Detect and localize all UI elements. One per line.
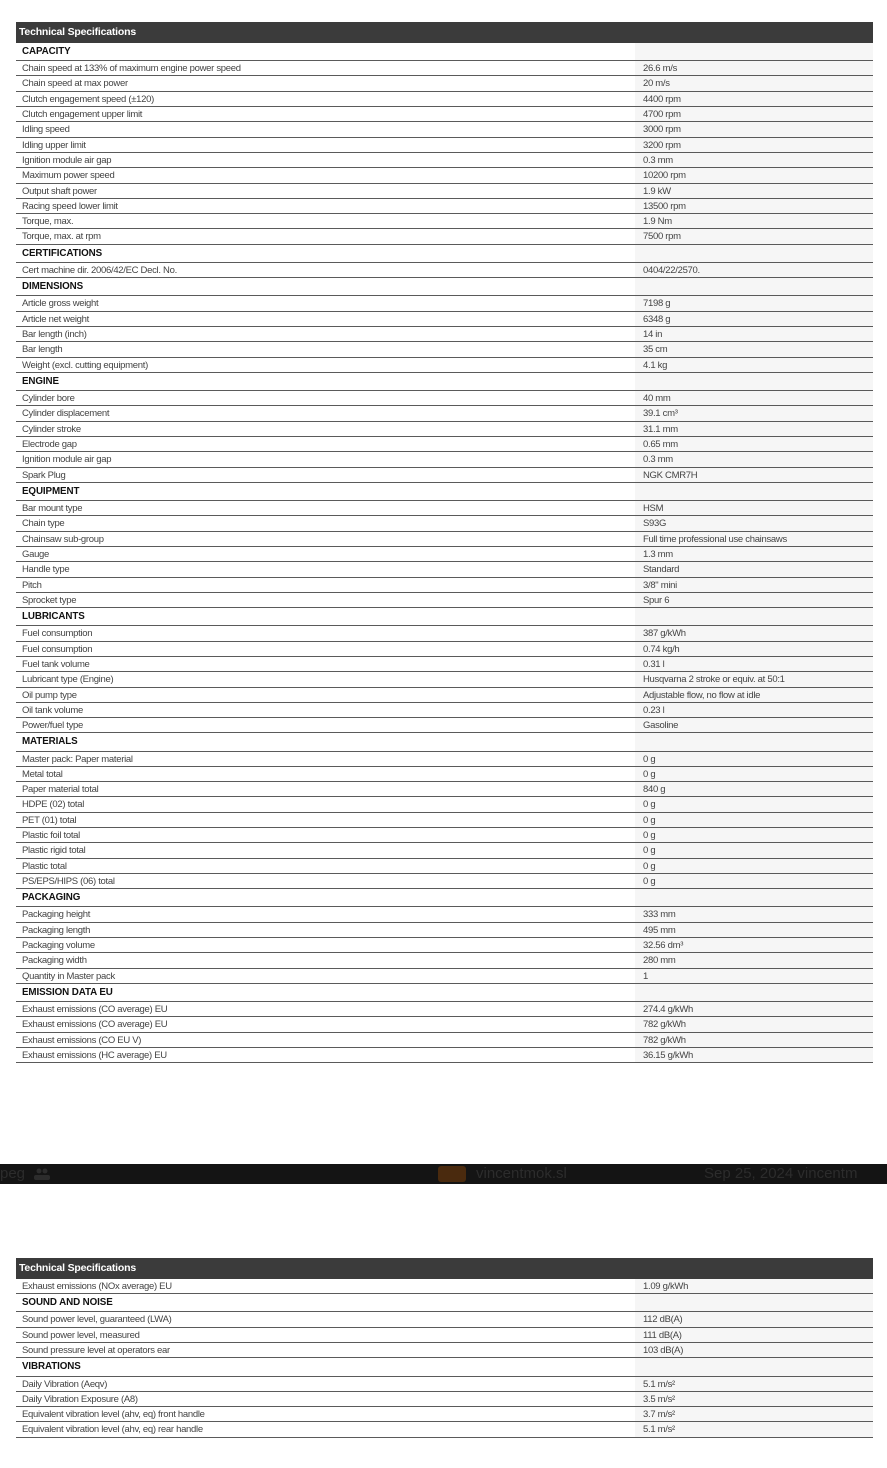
spec-row — [16, 358, 873, 373]
spec-row — [16, 874, 873, 889]
spec-value: Standard — [634, 562, 873, 576]
section-title: CERTIFICATIONS — [22, 247, 103, 259]
spec-value: S93G — [634, 516, 873, 530]
spec-value: 387 g/kWh — [634, 626, 873, 640]
spec-label: Cylinder displacement — [22, 408, 110, 420]
spec-row — [16, 107, 873, 122]
spec-row — [16, 184, 873, 199]
spec-value: 4.1 kg — [634, 358, 873, 372]
spec-value: HSM — [634, 501, 873, 515]
spec-row — [16, 843, 873, 858]
spec-row — [16, 657, 873, 672]
spec-value: 40 mm — [634, 391, 873, 405]
spec-row — [16, 199, 873, 214]
spec-row — [16, 468, 873, 483]
spec-label: Bar length (inch) — [22, 329, 87, 341]
spec-label: Exhaust emissions (CO average) EU — [22, 1004, 168, 1016]
spec-label: Output shaft power — [22, 185, 97, 197]
spec-value: 20 m/s — [634, 76, 873, 90]
spec-row — [16, 859, 873, 874]
section-value-blank — [634, 1294, 873, 1311]
spec-row — [16, 327, 873, 342]
watermark-logo-icon — [438, 1166, 466, 1182]
spec-label: Cert machine dir. 2006/42/EC Decl. No. — [22, 264, 177, 276]
spec-label: Chain type — [22, 518, 65, 530]
spec-value: 4700 rpm — [634, 107, 873, 121]
spec-sheet-page-2 — [16, 1258, 873, 1438]
section-header — [16, 889, 873, 907]
spec-label: Fuel tank volume — [22, 658, 90, 670]
spec-value: 782 g/kWh — [634, 1017, 873, 1031]
spec-value: 7500 rpm — [634, 229, 873, 243]
spec-value: 1.3 mm — [634, 547, 873, 561]
spec-label: Sound power level, guaranteed (LWA) — [22, 1314, 172, 1326]
spec-row — [16, 953, 873, 968]
spec-value: 4400 rpm — [634, 92, 873, 106]
spec-label: Equivalent vibration level (ahv, eq) rear handle — [22, 1424, 203, 1436]
spec-label: Cylinder bore — [22, 393, 75, 405]
spec-label: Packaging length — [22, 924, 91, 936]
spec-row — [16, 938, 873, 953]
section-header — [16, 278, 873, 296]
spec-value: 5.1 m/s² — [634, 1377, 873, 1391]
spec-row — [16, 767, 873, 782]
watermark-center-text: vincentmok.sl — [476, 1165, 567, 1182]
spec-label: Quantity in Master pack — [22, 970, 115, 982]
section-value-blank — [634, 733, 873, 750]
spec-label: Packaging height — [22, 909, 91, 921]
section-header — [16, 1358, 873, 1376]
spec-label: Clutch engagement speed (±120) — [22, 93, 154, 105]
spec-value: 35 cm — [634, 342, 873, 356]
section-title: ENGINE — [22, 375, 59, 387]
spec-label: Electrode gap — [22, 438, 77, 450]
spec-row — [16, 92, 873, 107]
spec-value: 1.9 Nm — [634, 214, 873, 228]
spec-label: Oil tank volume — [22, 704, 83, 716]
section-value-blank — [634, 43, 873, 60]
spec-row — [16, 1033, 873, 1048]
section-header — [16, 1294, 873, 1312]
section-header — [16, 733, 873, 751]
spec-label: Ignition module air gap — [22, 454, 112, 466]
spec-row — [16, 813, 873, 828]
spec-label: Idling speed — [22, 124, 70, 136]
spec-label: Exhaust emissions (CO EU V) — [22, 1034, 142, 1046]
spec-value: 39.1 cm³ — [634, 406, 873, 420]
spec-value: 0 g — [634, 874, 873, 888]
spec-value: 0 g — [634, 859, 873, 873]
spec-label: Torque, max. at rpm — [22, 231, 101, 243]
spec-value: 5.1 m/s² — [634, 1422, 873, 1436]
spec-label: PET (01) total — [22, 814, 77, 826]
section-title: VIBRATIONS — [22, 1361, 81, 1373]
spec-label: Daily Vibration Exposure (A8) — [22, 1393, 138, 1405]
spec-label: Oil pump type — [22, 689, 77, 701]
watermark-left-text: peg — [0, 1165, 26, 1182]
spec-label: Packaging volume — [22, 940, 95, 952]
spec-value: 0.74 kg/h — [634, 642, 873, 656]
spec-row — [16, 688, 873, 703]
spec-label: Idling upper limit — [22, 139, 86, 151]
section-value-blank — [634, 984, 873, 1001]
section-title: EQUIPMENT — [22, 485, 80, 497]
spec-value: 3200 rpm — [634, 138, 873, 152]
spec-label: Article gross weight — [22, 298, 99, 310]
spec-row — [16, 61, 873, 76]
spec-label: HDPE (02) total — [22, 799, 85, 811]
spec-value: 3000 rpm — [634, 122, 873, 136]
spec-row — [16, 501, 873, 516]
spec-row — [16, 752, 873, 767]
section-title: SOUND AND NOISE — [22, 1297, 113, 1309]
sheet-header: Technical Specifications — [16, 1258, 873, 1279]
spec-label: Metal total — [22, 768, 63, 780]
spec-value: Full time professional use chainsaws — [634, 532, 873, 546]
spec-label: Power/fuel type — [22, 720, 83, 732]
spec-row — [16, 593, 873, 608]
spec-value: 495 mm — [634, 923, 873, 937]
spec-label: Exhaust emissions (HC average) EU — [22, 1050, 167, 1062]
spec-row — [16, 214, 873, 229]
spec-value: 3/8" mini — [634, 578, 873, 592]
spec-label: Bar mount type — [22, 503, 83, 515]
spec-row — [16, 718, 873, 733]
spec-label: Cylinder stroke — [22, 423, 81, 435]
spec-row — [16, 422, 873, 437]
spec-value: 840 g — [634, 782, 873, 796]
spec-label: Racing speed lower limit — [22, 200, 118, 212]
spec-label: Daily Vibration (Aeqv) — [22, 1378, 108, 1390]
section-title: CAPACITY — [22, 46, 71, 57]
spec-value: 0.3 mm — [634, 153, 873, 167]
watermark-right-text: Sep 25, 2024 vincentm — [704, 1165, 858, 1182]
spec-value: 1.9 kW — [634, 184, 873, 198]
spec-label: Fuel consumption — [22, 643, 93, 655]
spec-value: 280 mm — [634, 953, 873, 967]
spec-value: 3.5 m/s² — [634, 1392, 873, 1406]
spec-value: 0 g — [634, 752, 873, 766]
spec-value: 333 mm — [634, 907, 873, 921]
spec-label: Handle type — [22, 564, 70, 576]
section-header — [16, 245, 873, 263]
spec-row — [16, 1312, 873, 1327]
spec-label: Sound power level, measured — [22, 1329, 140, 1341]
spec-label: Chain speed at max power — [22, 78, 128, 90]
spec-value: 0 g — [634, 797, 873, 811]
spec-value: 0 g — [634, 843, 873, 857]
sheet-header: Technical Specifications — [16, 22, 873, 43]
spec-row — [16, 642, 873, 657]
spec-row — [16, 547, 873, 562]
spec-label: Clutch engagement upper limit — [22, 109, 143, 121]
section-value-blank — [634, 1358, 873, 1375]
spec-row — [16, 1048, 873, 1063]
spec-value: 7198 g — [634, 296, 873, 310]
spec-value: 0.31 l — [634, 657, 873, 671]
spec-value: 111 dB(A) — [634, 1328, 873, 1342]
spec-row — [16, 437, 873, 452]
spec-value: 36.15 g/kWh — [634, 1048, 873, 1062]
spec-row — [16, 516, 873, 531]
spec-label: Gauge — [22, 548, 50, 560]
spec-label: Lubricant type (Engine) — [22, 674, 114, 686]
spec-row — [16, 1377, 873, 1392]
spec-label: PS/EPS/HIPS (06) total — [22, 875, 115, 887]
spec-label: Sprocket type — [22, 594, 77, 606]
spec-label: Chain speed at 133% of maximum engine power speed — [22, 63, 241, 75]
spec-rows — [16, 43, 873, 1063]
spec-value: 0.23 l — [634, 703, 873, 717]
section-value-blank — [634, 373, 873, 390]
spec-value: 1.09 g/kWh — [634, 1279, 873, 1293]
spec-label: Paper material total — [22, 784, 99, 796]
spec-row — [16, 1343, 873, 1358]
spec-value: 31.1 mm — [634, 422, 873, 436]
spec-sheet-page-1 — [16, 22, 873, 1063]
spec-value: 6348 g — [634, 312, 873, 326]
spec-label: Spark Plug — [22, 469, 66, 481]
spec-label: Plastic foil total — [22, 830, 80, 842]
spec-label: Plastic rigid total — [22, 845, 86, 857]
spec-row — [16, 969, 873, 984]
spec-label: Weight (excl. cutting equipment) — [22, 359, 148, 371]
spec-row — [16, 406, 873, 421]
spec-label: Equivalent vibration level (ahv, eq) front handle — [22, 1409, 205, 1421]
spec-row — [16, 828, 873, 843]
spec-value: 0.3 mm — [634, 452, 873, 466]
spec-row — [16, 923, 873, 938]
section-header — [16, 608, 873, 626]
spec-row — [16, 1328, 873, 1343]
spec-label: Chainsaw sub-group — [22, 533, 104, 545]
spec-value: 13500 rpm — [634, 199, 873, 213]
spec-row — [16, 153, 873, 168]
spec-row — [16, 1407, 873, 1422]
spec-value: Spur 6 — [634, 593, 873, 607]
spec-value: 0 g — [634, 767, 873, 781]
spec-value: 782 g/kWh — [634, 1033, 873, 1047]
spec-value: Adjustable flow, no flow at idle — [634, 688, 873, 702]
spec-row — [16, 342, 873, 357]
spec-row — [16, 1017, 873, 1032]
spec-value: 0 g — [634, 828, 873, 842]
spec-row — [16, 391, 873, 406]
spec-value: 10200 rpm — [634, 168, 873, 182]
section-title: LUBRICANTS — [22, 611, 85, 623]
spec-row — [16, 138, 873, 153]
spec-label: Ignition module air gap — [22, 154, 112, 166]
spec-row — [16, 122, 873, 137]
watermark-bar — [0, 1164, 887, 1184]
section-title: PACKAGING — [22, 892, 81, 904]
spec-row — [16, 1279, 873, 1294]
spec-label: Bar length — [22, 344, 63, 356]
spec-value: 103 dB(A) — [634, 1343, 873, 1357]
spec-label: Fuel consumption — [22, 628, 93, 640]
section-header — [16, 43, 873, 61]
spec-value: 0 g — [634, 813, 873, 827]
spec-label: Packaging width — [22, 955, 87, 967]
spec-value: 32.56 dm³ — [634, 938, 873, 952]
section-header — [16, 483, 873, 501]
spec-row — [16, 229, 873, 244]
spec-row — [16, 452, 873, 467]
spec-label: Plastic total — [22, 860, 67, 872]
spec-rows — [16, 1279, 873, 1438]
spec-label: Torque, max. — [22, 216, 74, 228]
spec-row — [16, 1392, 873, 1407]
spec-value: Gasoline — [634, 718, 873, 732]
section-value-blank — [634, 245, 873, 262]
section-title: DIMENSIONS — [22, 281, 84, 293]
spec-value: Husqvarna 2 stroke or equiv. at 50:1 — [634, 672, 873, 686]
spec-value: 14 in — [634, 327, 873, 341]
spec-row — [16, 1002, 873, 1017]
spec-label: Exhaust emissions (CO average) EU — [22, 1019, 168, 1031]
spec-label: Article net weight — [22, 313, 89, 325]
spec-row — [16, 263, 873, 278]
spec-label: Master pack: Paper material — [22, 753, 133, 765]
section-value-blank — [634, 608, 873, 625]
spec-row — [16, 168, 873, 183]
section-value-blank — [634, 483, 873, 500]
spec-label: Exhaust emissions (NOx average) EU — [22, 1281, 172, 1292]
spec-row — [16, 782, 873, 797]
spec-row — [16, 562, 873, 577]
spec-value: 112 dB(A) — [634, 1312, 873, 1326]
section-value-blank — [634, 278, 873, 295]
section-header — [16, 373, 873, 391]
spec-value: NGK CMR7H — [634, 468, 873, 482]
spec-row — [16, 1422, 873, 1437]
spec-value: 0.65 mm — [634, 437, 873, 451]
spec-row — [16, 312, 873, 327]
spec-row — [16, 907, 873, 922]
spec-value: 274.4 g/kWh — [634, 1002, 873, 1016]
section-title: EMISSION DATA EU — [22, 986, 113, 998]
section-value-blank — [634, 889, 873, 906]
spec-row — [16, 296, 873, 311]
users-icon — [34, 1168, 50, 1180]
spec-value: 3.7 m/s² — [634, 1407, 873, 1421]
section-header — [16, 984, 873, 1002]
spec-row — [16, 626, 873, 641]
spec-row — [16, 703, 873, 718]
spec-value: 26.6 m/s — [634, 61, 873, 75]
spec-row — [16, 76, 873, 91]
spec-label: Sound pressure level at operators ear — [22, 1345, 170, 1357]
spec-row — [16, 578, 873, 593]
section-title: MATERIALS — [22, 736, 78, 748]
spec-label: Pitch — [22, 579, 42, 591]
spec-row — [16, 797, 873, 812]
spec-row — [16, 672, 873, 687]
spec-row — [16, 532, 873, 547]
spec-value: 1 — [634, 969, 873, 983]
spec-label: Maximum power speed — [22, 170, 115, 182]
spec-value: 0404/22/2570. — [634, 263, 873, 277]
